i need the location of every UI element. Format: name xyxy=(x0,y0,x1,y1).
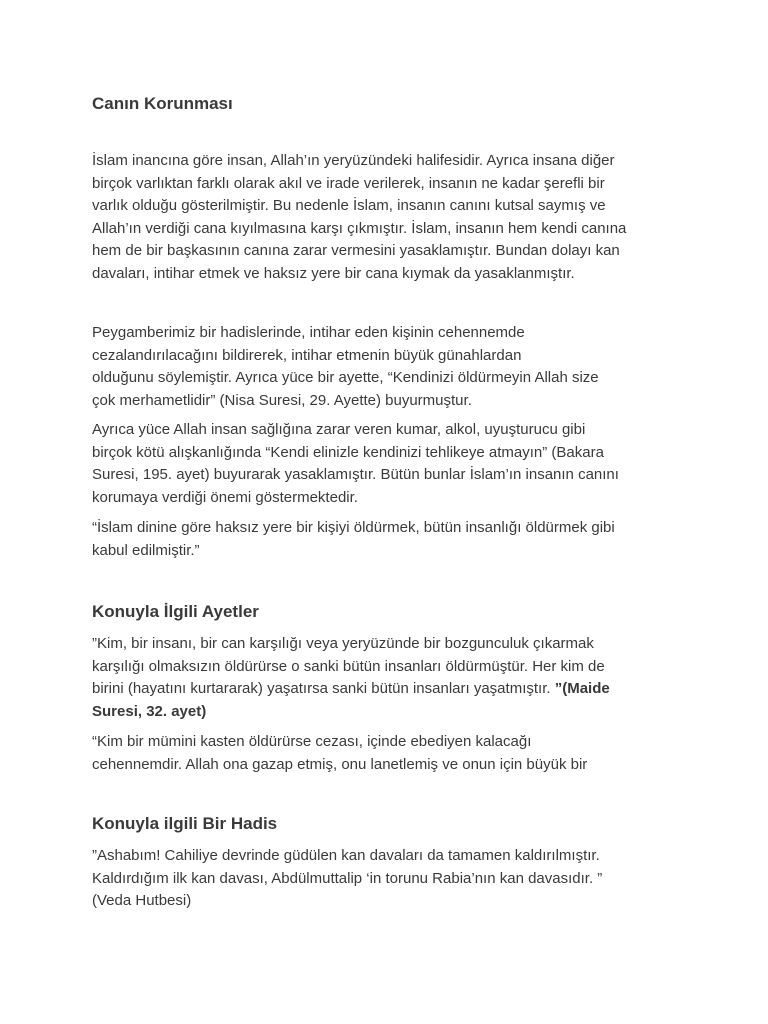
text-fragment: birini (hayatını kurtararak) yaşatırsa sanki bütün insanları yaşatmıştır. xyxy=(92,680,555,698)
text-line: (Veda Hutbesi) xyxy=(92,892,192,910)
text-line: cezalandırılacağını bildirerek, intihar etmenin büyük günahlardan xyxy=(92,346,522,364)
paragraph-verse-maide xyxy=(92,633,682,723)
paragraph-quote xyxy=(92,517,682,562)
text-line xyxy=(92,678,682,701)
text-line: “İslam dinine göre haksız yere bir kişiyi öldürmek, bütün insanlığı öldürmek gibi xyxy=(92,519,615,536)
verse-citation: ”(Maide xyxy=(554,680,610,698)
text-line: “Kim bir mümini kasten öldürürse cezası, içinde ebediyen kalacağı xyxy=(92,733,532,750)
section-heading-verses: Konuyla İlgili Ayetler xyxy=(92,602,259,621)
text-line: Suresi, 195. ayet) buyurarak yasaklamıştır. Bütün bunlar İslam’ın insanın canını xyxy=(92,466,619,484)
text-line: çok merhametlidir” (Nisa Suresi, 29. Ayette) buyurmuştur. xyxy=(92,391,472,409)
text-line: karşılığı olmaksızın öldürürse o sanki bütün insanları öldürmüştür. Her kim de xyxy=(92,657,605,675)
text-line: Ayrıca yüce Allah insan sağlığına zarar veren kumar, alkol, uyuşturucu gibi xyxy=(92,421,586,438)
text-line: korumaya verdiği önemi göstermektedir. xyxy=(92,488,358,506)
text-line: ”Kim, bir insanı, bir can karşılığı veya yeryüzünde bir bozgunculuk çıkarmak xyxy=(92,635,594,652)
text-line: varlık olduğu gösterilmiştir. Bu nedenle İslam, insanın canını kutsal saymış ve xyxy=(92,197,606,215)
text-line: Kaldırdığım ilk kan davası, Abdülmuttalip ‘in torunu Rabia’nın kan davasıdır. ” xyxy=(92,869,603,887)
text-line: ”Ashabım! Cahiliye devrinde güdülen kan davaları da tamamen kaldırılmıştır. xyxy=(92,847,600,864)
text-line: davaları, intihar etmek ve haksız yere bir cana kıymak da yasaklanmıştır. xyxy=(92,264,575,282)
section-heading-hadith: Konuyla ilgili Bir Hadis xyxy=(92,814,278,833)
text-line: Peygamberimiz bir hadislerinde, intihar eden kişinin cehennemde xyxy=(92,324,525,341)
text-line: cehennemdir. Allah ona gazap etmiş, onu lanetlemiş ve onun için büyük bir xyxy=(92,755,588,773)
page-title: Canın Korunması xyxy=(92,94,233,113)
text-line: Allah’ın verdiği cana kıyılmasına karşı çıkmıştır. İslam, insanın hem kendi canına xyxy=(92,219,627,237)
paragraph-hadith-summary xyxy=(92,322,682,412)
verse-citation: Suresi, 32. ayet) xyxy=(92,702,207,720)
text-line: olduğunu söylemiştir. Ayrıca yüce bir ayette, “Kendinizi öldürmeyin Allah size xyxy=(92,369,599,387)
text-line: birçok varlıktan farklı olarak akıl ve irade verilerek, insanın ne kadar şerefli bir xyxy=(92,174,605,192)
text-line: hem de bir başkasının canına zarar vermesini yasaklamıştır. Bundan dolayı kan xyxy=(92,242,620,260)
text-line: kabul edilmiştir.” xyxy=(92,541,200,559)
text-line: birçok kötü alışkanlığında “Kendi elinizle kendinizi tehlikeye atmayın” (Bakara xyxy=(92,443,604,461)
paragraph-hadith xyxy=(92,845,682,913)
paragraph-harmful-habits xyxy=(92,419,682,509)
paragraph-intro xyxy=(92,150,682,286)
text-line: İslam inancına göre insan, Allah’ın yeryüzündeki halifesidir. Ayrıca insana diğer xyxy=(92,152,615,169)
paragraph-verse-believer xyxy=(92,731,682,776)
